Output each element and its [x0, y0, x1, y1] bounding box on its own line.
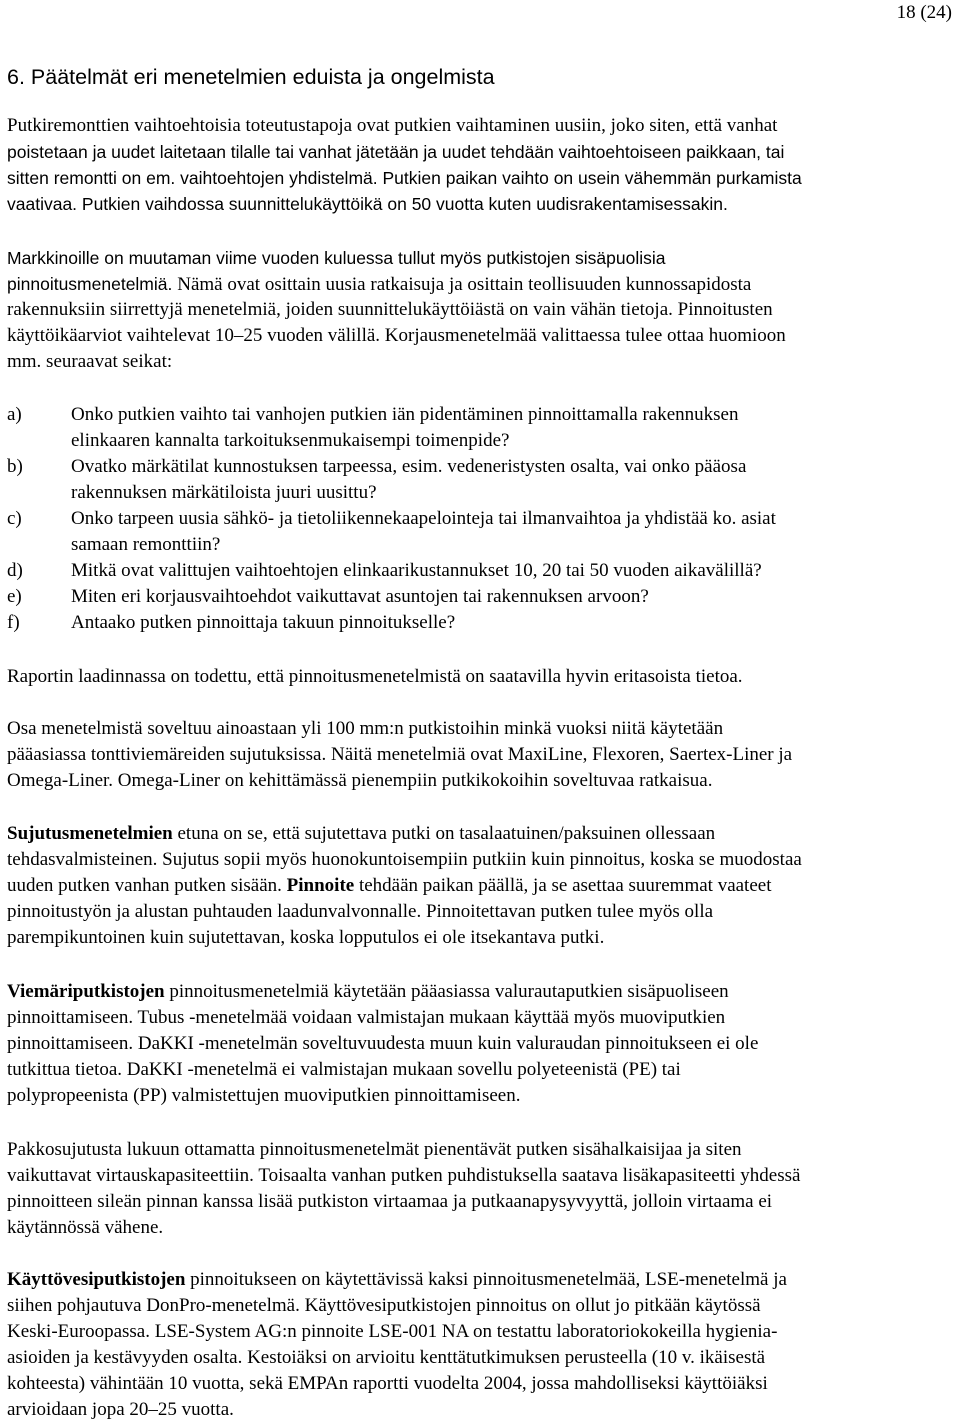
page-number: 18 (24): [896, 2, 952, 23]
paragraph-intro: [7, 113, 957, 217]
paragraph-line: asioiden ja kestävyyden osalta. Kestoiäksi on arvioitu kenttätutkimuksen perusteella (10 v. ikäisestä: [7, 1347, 766, 1368]
list-item-label: e): [7, 586, 22, 607]
line-segment: pinnoitusmenetelmiä.: [7, 274, 178, 294]
paragraph-line: pinnoittamiseen. Tubus -menetelmää voidaan valmistajan mukaan käyttää myös muoviputkien: [7, 1007, 726, 1028]
paragraph-line: parempikuntoinen kuin sujutettavan, koska lopputulos ei ole itsekantava putki.: [7, 927, 605, 948]
list-item: [7, 558, 957, 584]
paragraph-line: Pakkosujutusta lukuun ottamatta pinnoitusmenetelmät pienentävät putken sisähalkaisijaa ja siten: [7, 1139, 742, 1160]
paragraph-line: pinnoittamiseen. DaKKI -menetelmän soveltuvuudesta muun kuin valuraudan pinnoitukseen ei ole: [7, 1033, 759, 1054]
line-segment: Nämä ovat osittain uusia ratkaisuja ja osittain teollisuuden kunnossapidosta: [177, 274, 752, 295]
paragraph-line: pääasiassa tonttiviemäreiden sujutuksissa. Näitä menetelmiä ovat MaxiLine, Flexoren, Saertex-Liner ja: [7, 744, 793, 765]
paragraph-line: kohteesta) vähintään 10 vuotta, sekä EMPAn raportti vuodelta 2004, jossa mahdolliseksi käyttöiäksi: [7, 1373, 768, 1394]
list-item-label: f): [7, 612, 20, 633]
paragraph-line: siihen pohjautuva DonPro-menetelmä. Käyttövesiputkistojen pinnoitus on ollut jo pitkään käytössä: [7, 1295, 761, 1316]
paragraph-line: Keski-Euroopassa. LSE-System AG:n pinnoite LSE-001 NA on testattu laboratoriokokeilla hygienia-: [7, 1321, 778, 1342]
paragraph-line: sitten remontti on em. vaihtoehtojen yhdistelmä. Putkien paikan vaihto on usein vähemmän purkamista: [7, 168, 802, 188]
list-item: [7, 402, 957, 428]
line-segment: etuna on se, että sujutettava putki on tasalaatuinen/paksuinen ollessaan: [172, 823, 716, 844]
paragraph-line: Osa menetelmistä soveltuu ainoastaan yli 100 mm:n putkistoihin minkä vuoksi niitä käytetään: [7, 718, 724, 739]
line-segment: pinnoitukseen on käytettävissä kaksi pinnoitusmenetelmää, LSE-menetelmä ja: [185, 1269, 787, 1290]
paragraph-line: Putkiremonttien vaihtoehtoisia toteutustapoja ovat putkien vaihtaminen uusiin, joko siten, että vanhat: [7, 115, 778, 136]
bold-term: Sujutusmenetelmien: [7, 823, 173, 844]
list-item-text: Miten eri korjausvaihtoehdot vaikuttavat asuntojen tai rakennuksen arvoon?: [71, 586, 649, 607]
bold-term: Pinnoite: [286, 875, 355, 896]
paragraph-line: [7, 821, 957, 847]
section-heading: 6. Päätelmät eri menetelmien eduista ja ongelmista: [7, 65, 495, 89]
list-item-label: d): [7, 560, 23, 581]
paragraph-line: vaikuttavat virtauskapasiteettiin. Toisaalta vanhan putken puhdistuksella saatava lisäkapasiteetti yhdessä: [7, 1165, 801, 1186]
paragraph-sleeving: [7, 821, 957, 951]
line-segment: pinnoitusmenetelmiä käytetään pääasiassa valurautaputkien sisäpuoliseen: [164, 981, 729, 1002]
paragraph-report: [7, 664, 957, 690]
list-item-text: Onko putkien vaihto tai vanhojen putkien iän pidentäminen pinnoittamalla rakennuksen: [71, 404, 739, 425]
paragraph-line: [7, 1267, 957, 1293]
list-item: [7, 610, 957, 636]
paragraph-flow: [7, 1137, 957, 1241]
list-item: [7, 454, 957, 480]
paragraph-line: käyttöikäarviot vaihtelevat 10–25 vuoden välillä. Korjausmenetelmää valittaessa tulee ottaa huomioon: [7, 325, 786, 346]
list-item-text: Onko tarpeen uusia sähkö- ja tietoliikennekaapelointeja tai ilmanvaihtoa ja yhdistää ko. asiat: [71, 508, 776, 529]
considerations-list: [7, 402, 957, 636]
list-item-text: Antaako putken pinnoittaja takuun pinnoitukselle?: [71, 612, 456, 633]
list-item-continuation: rakennuksen märkätiloista juuri uusittu?: [71, 482, 377, 503]
paragraph-line: poistetaan ja uudet laitetaan tilalle tai vanhat jätetään ja uudet tehdään vaihtoehtoiseen paikkaan, tai: [7, 142, 785, 162]
bold-term: Viemäriputkistojen: [7, 981, 165, 1002]
paragraph-line: polypropeenista (PP) valmistettujen muoviputkien pinnoittamiseen.: [7, 1085, 521, 1106]
paragraph-line: Markkinoille on muutaman viime vuoden kuluessa tullut myös putkistojen sisäpuolisia: [7, 248, 666, 268]
paragraph-line: [7, 873, 957, 899]
paragraph-market: [7, 245, 957, 375]
list-item-continuation: elinkaaren kannalta tarkoituksenmukaisempi toimenpide?: [71, 430, 510, 451]
paragraph-line: [7, 979, 957, 1005]
paragraph-sewer: [7, 979, 957, 1109]
paragraph-line: käytännössä vähene.: [7, 1217, 164, 1238]
paragraph-line: rakennuksiin siirrettyjä menetelmiä, joiden suunnittelukäyttöiästä on vain vähän tietoja. Pinnoitusten: [7, 299, 773, 320]
list-item-continuation: samaan remonttiin?: [71, 534, 221, 555]
paragraph-line: arvioidaan jopa 20–25 vuotta.: [7, 1399, 234, 1420]
paragraph-water-pipes: [7, 1267, 957, 1423]
list-item-text: Mitkä ovat valittujen vaihtoehtojen elinkaarikustannukset 10, 20 tai 50 vuoden aikavälillä?: [71, 560, 762, 581]
paragraph-line: tutkittua tietoa. DaKKI -menetelmä ei valmistajan mukaan sovellu polyeteenistä (PE) tai: [7, 1059, 681, 1080]
paragraph-line: vaativaa. Putkien vaihdossa suunnittelukäyttöikä on 50 vuotta kuten uudisrakentamisessakin.: [7, 194, 728, 214]
paragraph-line: pinnoitteen sileän pinnan kanssa lisää putkiston virtaamaa ja putkaanapysyvyyttä, jolloin virtaama ei: [7, 1191, 773, 1212]
line-segment: uuden putken vanhan putken sisään.: [7, 875, 287, 896]
line-segment: tehdään paikan päällä, ja se asettaa suuremmat vaateet: [354, 875, 772, 896]
list-item-label: b): [7, 456, 23, 477]
paragraph-line: pinnoitustyön ja alustan puhtauden laadunvalvonnalle. Pinnoitettavan putken tulee myös olla: [7, 901, 714, 922]
paragraph-line: Raportin laadinnassa on todettu, että pinnoitusmenetelmistä on saatavilla hyvin eritasoista tietoa.: [7, 666, 743, 687]
list-item-label: a): [7, 404, 22, 425]
list-item: [7, 506, 957, 532]
list-item: [7, 584, 957, 610]
paragraph-line: mm. seuraavat seikat:: [7, 351, 173, 372]
list-item-text: Ovatko märkätilat kunnostuksen tarpeessa, esim. vedeneristysten osalta, vai onko pääosa: [71, 456, 747, 477]
paragraph-line: Omega-Liner. Omega-Liner on kehittämässä pienempiin putkikokoihin soveltuvaa ratkaisua.: [7, 770, 713, 791]
bold-term: Käyttövesiputkistojen: [7, 1269, 186, 1290]
paragraph-large-pipes: [7, 716, 957, 794]
list-item-label: c): [7, 508, 22, 529]
paragraph-line: [7, 271, 957, 297]
paragraph-line: tehdasvalmisteinen. Sujutus sopii myös huonokuntoisempiin putkiin kuin pinnoitus, koska se muodostaa: [7, 849, 802, 870]
